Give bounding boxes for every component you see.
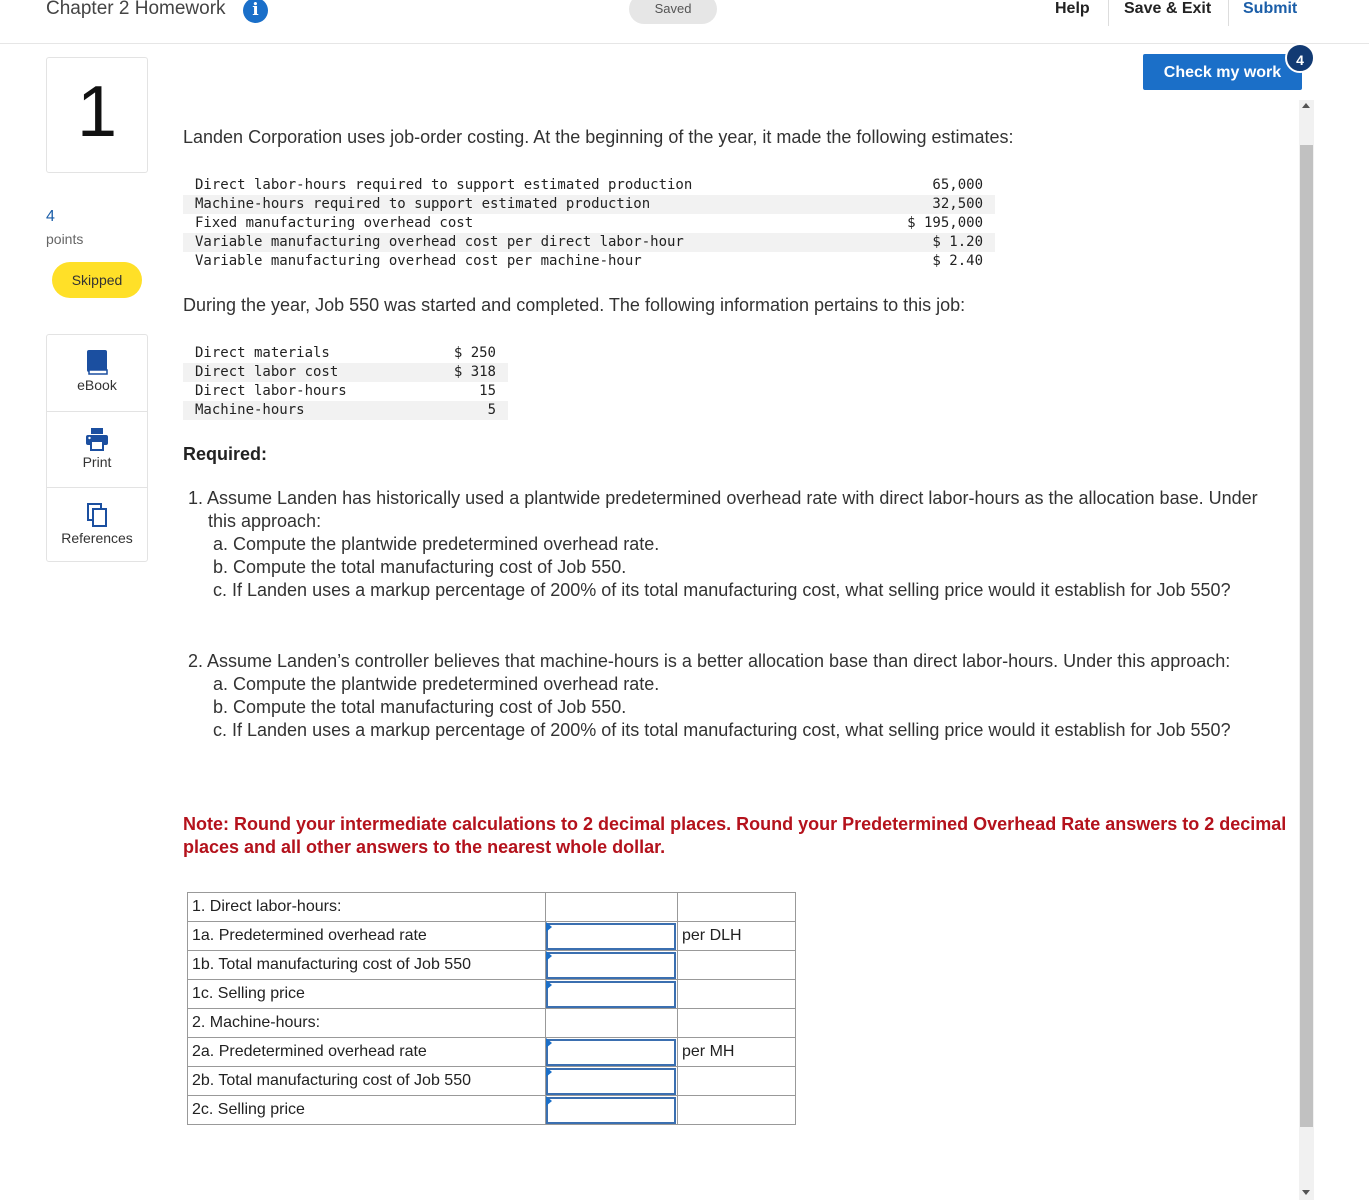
required-heading: Required: [183, 444, 268, 464]
input-flag-icon [546, 980, 552, 990]
estimate-value: $ 2.40 [932, 253, 983, 269]
requirement-2a: a. Compute the plantwide predetermined overhead rate. [213, 674, 660, 694]
table-row [183, 363, 508, 382]
status-badge: Skipped [52, 262, 142, 298]
table-row [188, 980, 796, 1009]
job-label: Direct labor-hours [195, 383, 347, 399]
estimate-label: Direct labor-hours required to support estimated production [195, 177, 693, 193]
row-2b-label: 2b. Total manufacturing cost of Job 550 [188, 1067, 546, 1096]
ebook-button[interactable] [47, 335, 147, 411]
estimate-label: Machine-hours required to support estimated production [183, 195, 741, 214]
nav-divider [1228, 0, 1229, 26]
input-flag-icon [546, 922, 552, 932]
row-1a-unit: per DLH [678, 922, 796, 951]
answer-cell [546, 951, 678, 980]
job-label: Direct labor cost [183, 363, 413, 382]
table-row [183, 401, 508, 420]
empty-cell [678, 1009, 796, 1038]
input-flag-icon [546, 1096, 552, 1106]
table-row [183, 176, 995, 195]
estimate-label: Fixed manufacturing overhead cost [195, 215, 474, 231]
job-intro-text: During the year, Job 550 was started and completed. The following information pertains to this job: [183, 295, 966, 315]
answer-1c-input[interactable] [546, 981, 676, 1008]
estimate-value: 65,000 [932, 177, 983, 193]
submit-link[interactable]: Submit [1243, 0, 1298, 17]
input-flag-icon [546, 1067, 552, 1077]
row-2c-unit [678, 1096, 796, 1125]
row-2a-label: 2a. Predetermined overhead rate [188, 1038, 546, 1067]
answer-cell [546, 922, 678, 951]
estimate-label: Variable manufacturing overhead cost per machine-hour [195, 253, 642, 269]
question-number: 1 [76, 72, 118, 152]
scrollbar-thumb[interactable] [1300, 145, 1313, 1127]
job-value: $ 250 [453, 345, 496, 361]
estimate-value: 32,500 [741, 195, 995, 214]
rounding-note: Note: Round your intermediate calculations to 2 decimal places. Round your Predetermined Overhead Rate answers to 2 decimal places and all other answers to the nearest whole dollar. [183, 814, 1287, 857]
nav-divider [1108, 0, 1109, 26]
info-icon[interactable]: i [243, 0, 268, 23]
job-table [183, 344, 508, 420]
table-row [188, 922, 796, 951]
estimate-label: Variable manufacturing overhead cost per direct labor-hour [183, 233, 741, 252]
input-flag-icon [546, 1038, 552, 1048]
empty-cell [546, 1009, 678, 1038]
answer-1a-input[interactable] [546, 923, 676, 950]
section-1-header: 1. Direct labor-hours: [188, 893, 546, 922]
requirement-2c: c. If Landen uses a markup percentage of 200% of its total manufacturing cost, what selling price would it establish for Job 550? [213, 720, 1231, 740]
section-2-header: 2. Machine-hours: [188, 1009, 546, 1038]
table-row [188, 1096, 796, 1125]
table-row [183, 382, 508, 401]
requirement-2-intro: 2. Assume Landen’s controller believes that machine-hours is a better allocation base than direct labor-hours. Under this approach: [188, 651, 1231, 671]
job-value: 15 [479, 383, 496, 399]
saved-status: Saved [629, 0, 717, 24]
question-number-card [46, 57, 148, 173]
table-row [183, 252, 995, 271]
scroll-down-arrow-icon[interactable] [1302, 1190, 1310, 1195]
answer-table [187, 892, 796, 1125]
ebook-label: eBook [77, 377, 117, 393]
job-label: Direct materials [195, 345, 330, 361]
tools-panel [46, 334, 148, 562]
estimate-value: $ 1.20 [741, 233, 995, 252]
requirement-2b: b. Compute the total manufacturing cost of Job 550. [213, 697, 627, 717]
table-row [183, 214, 995, 233]
save-exit-link[interactable]: Save & Exit [1124, 0, 1212, 17]
table-row [188, 1009, 796, 1038]
table-row [188, 1038, 796, 1067]
job-label: Machine-hours [183, 401, 413, 420]
row-1a-label: 1a. Predetermined overhead rate [188, 922, 546, 951]
row-1c-unit [678, 980, 796, 1009]
row-1b-unit [678, 951, 796, 980]
requirement-1 [188, 487, 1288, 602]
estimate-value: $ 195,000 [907, 215, 983, 231]
check-attempts-badge: 4 [1285, 43, 1315, 73]
table-row [188, 1067, 796, 1096]
table-row [188, 893, 796, 922]
references-button[interactable] [47, 487, 147, 563]
points-label: points [46, 231, 84, 247]
table-row [183, 195, 995, 214]
row-1b-label: 1b. Total manufacturing cost of Job 550 [188, 951, 546, 980]
table-row [188, 951, 796, 980]
requirement-1-intro: 1. Assume Landen has historically used a plantwide predetermined overhead rate with direct labor-hours as the allocation base. Under this approach: [188, 488, 1258, 531]
assignment-title: Chapter 2 Homework [46, 0, 226, 19]
references-icon [85, 502, 109, 528]
empty-cell [546, 893, 678, 922]
row-2a-unit: per MH [678, 1038, 796, 1067]
print-button[interactable] [47, 411, 147, 487]
job-value: 5 [413, 401, 508, 420]
print-label: Print [82, 454, 112, 470]
requirement-1c: c. If Landen uses a markup percentage of 200% of its total manufacturing cost, what selling price would it establish for Job 550? [213, 580, 1231, 600]
check-my-work-button[interactable]: Check my work [1143, 54, 1302, 90]
table-row [183, 233, 995, 252]
row-2b-unit [678, 1067, 796, 1096]
help-link[interactable]: Help [1055, 0, 1090, 17]
answer-cell [546, 1038, 678, 1067]
row-1c-label: 1c. Selling price [188, 980, 546, 1009]
requirement-1a: a. Compute the plantwide predetermined overhead rate. [213, 534, 660, 554]
requirement-2 [188, 650, 1288, 742]
answer-cell [546, 1067, 678, 1096]
requirement-1b: b. Compute the total manufacturing cost of Job 550. [213, 557, 627, 577]
input-flag-icon [546, 951, 552, 961]
job-value: $ 318 [413, 363, 508, 382]
answer-2b-input[interactable] [546, 1068, 676, 1095]
printer-icon [85, 426, 109, 452]
table-row [183, 344, 508, 363]
answer-cell [546, 1096, 678, 1125]
answer-2a-input[interactable] [546, 1039, 676, 1066]
estimates-table [183, 176, 995, 271]
points-value: 4 [46, 208, 55, 225]
answer-2c-input[interactable] [546, 1097, 676, 1124]
empty-cell [678, 893, 796, 922]
intro-text: Landen Corporation uses job-order costing. At the beginning of the year, it made the following estimates: [183, 127, 1014, 147]
answer-1b-input[interactable] [546, 952, 676, 979]
scroll-up-arrow-icon[interactable] [1302, 103, 1310, 108]
references-label: References [61, 530, 133, 546]
row-2c-label: 2c. Selling price [188, 1096, 546, 1125]
answer-cell [546, 980, 678, 1009]
book-icon [85, 349, 109, 375]
top-bar [0, 0, 1369, 44]
